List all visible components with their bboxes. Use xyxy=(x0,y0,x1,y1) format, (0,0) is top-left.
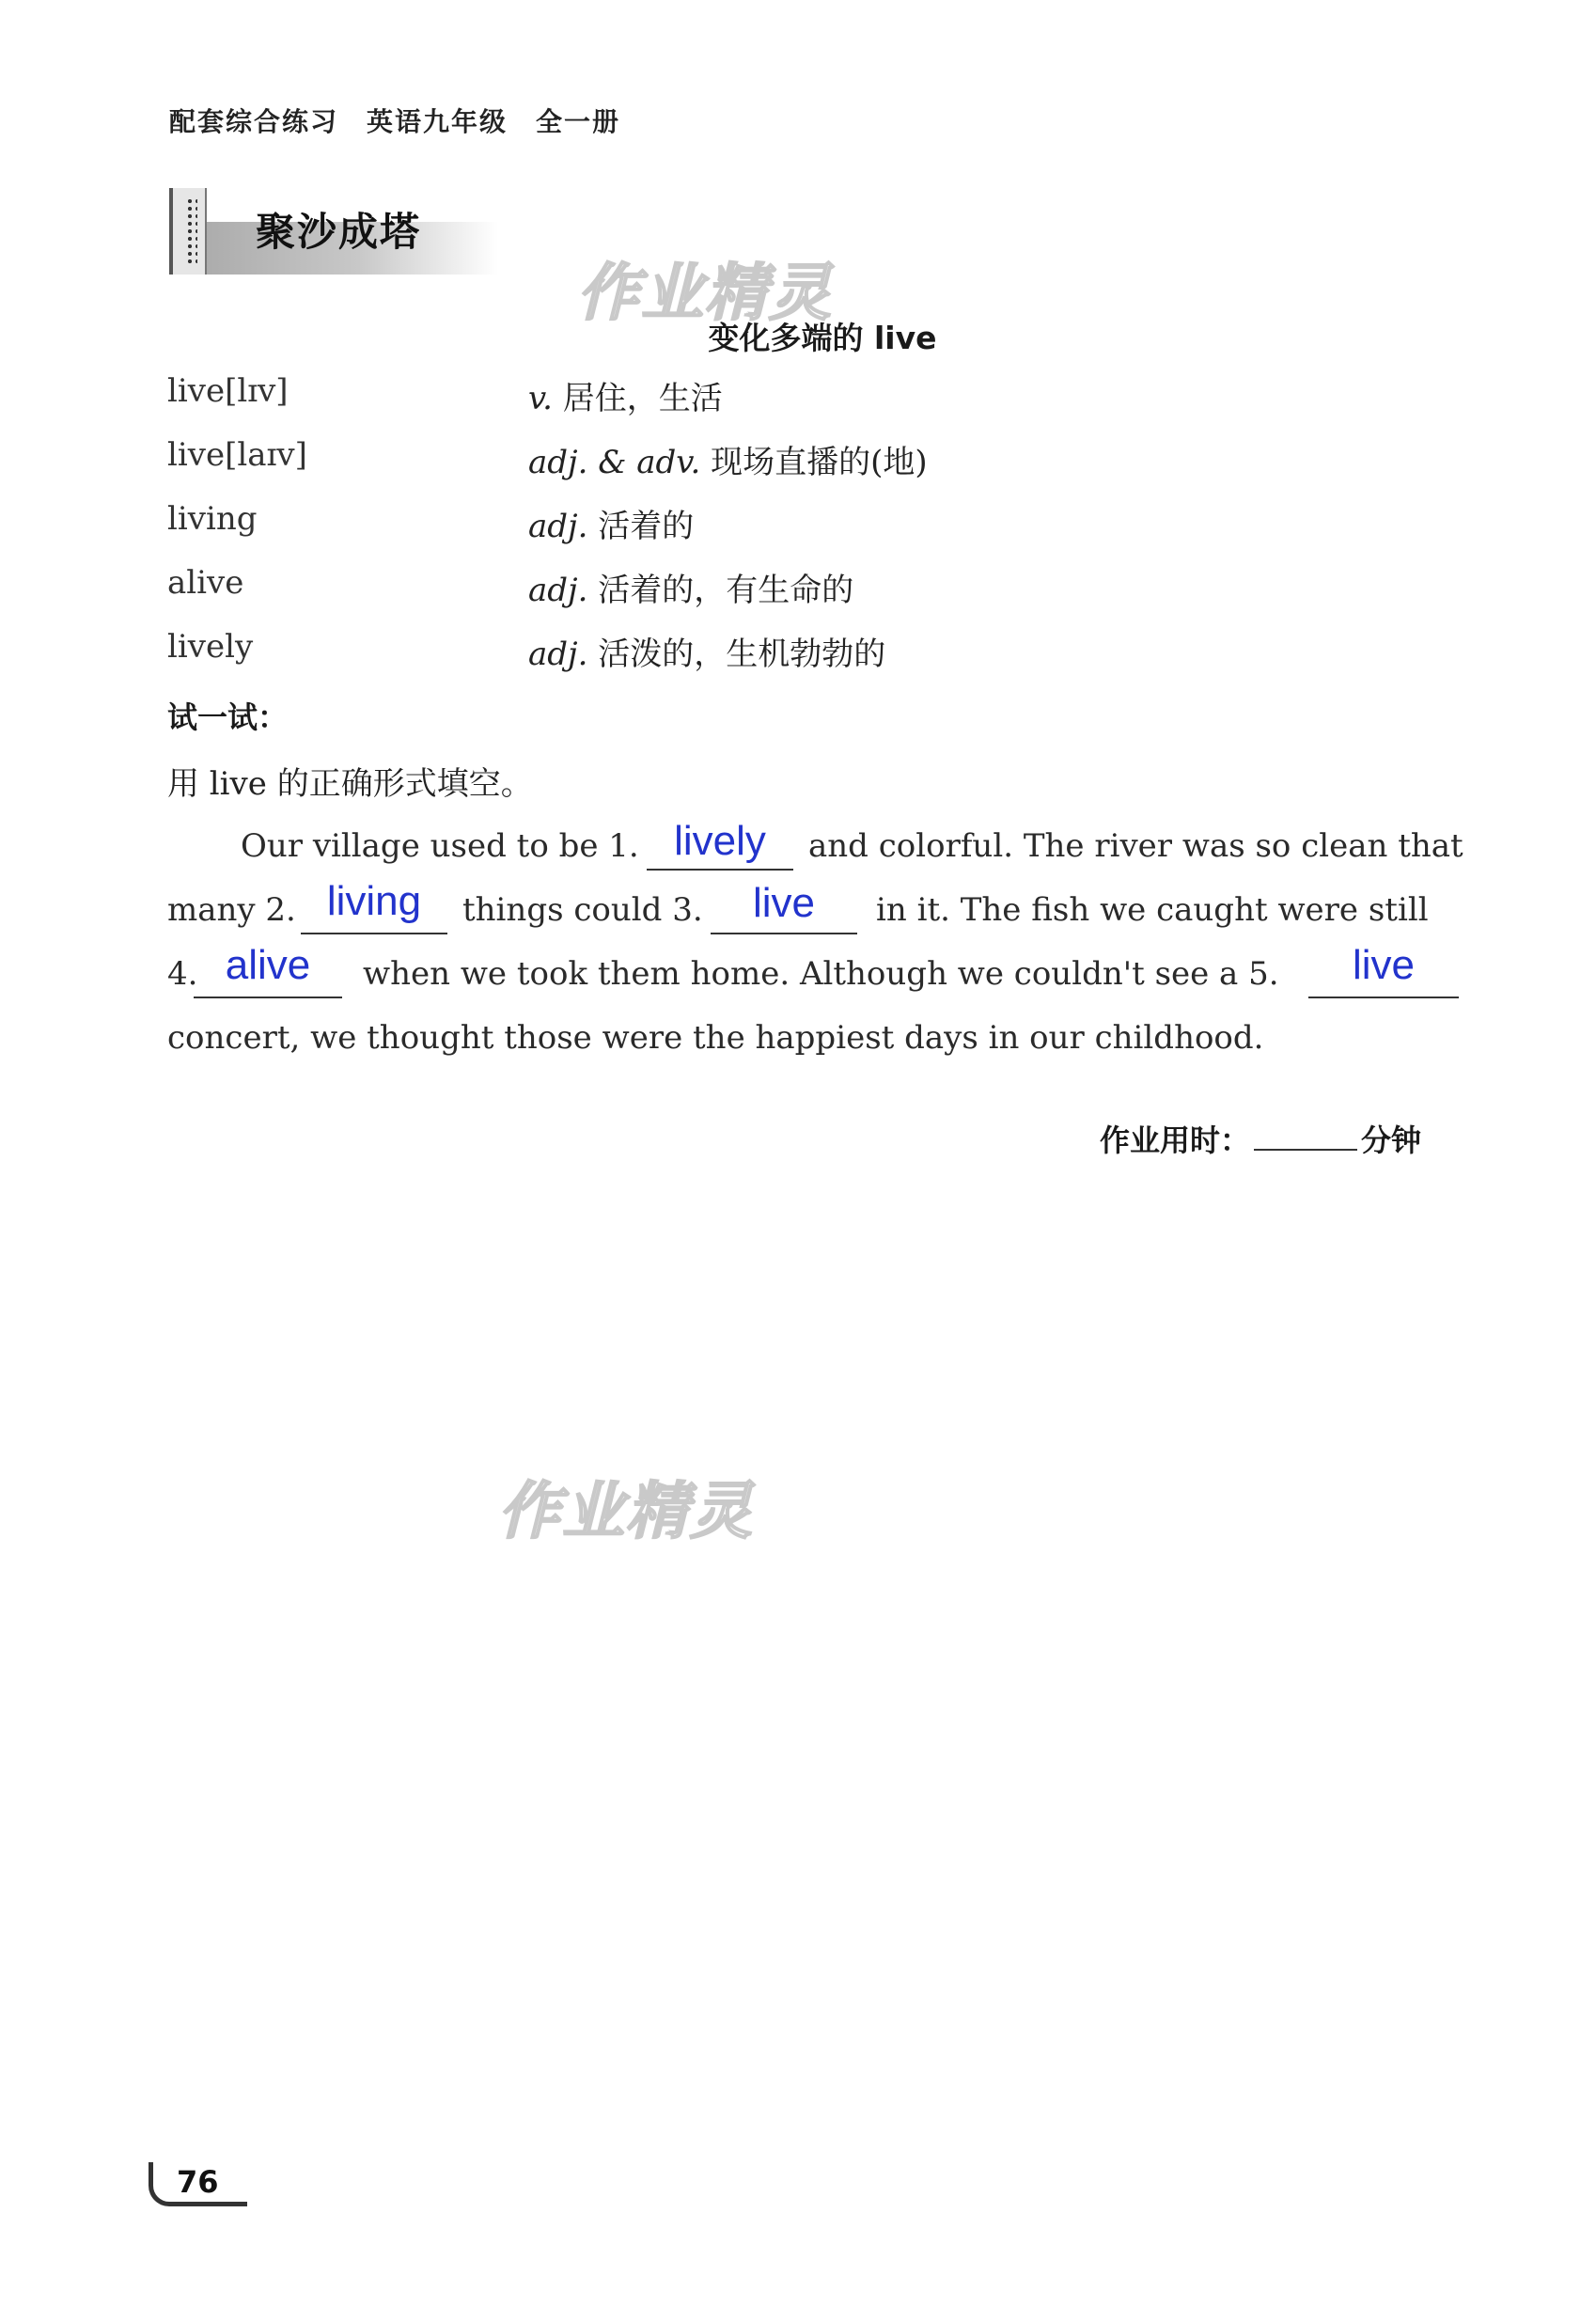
vocab-word: live[laɪv] xyxy=(167,436,307,474)
passage-text: concert, we thought those were the happiest days in our childhood. xyxy=(167,1019,1264,1057)
banner-decoration xyxy=(169,188,207,275)
timer-blank[interactable] xyxy=(1254,1148,1357,1151)
exercise-title: 试一试： xyxy=(167,699,289,735)
vocab-definition xyxy=(528,372,723,418)
watermark-top: 作业精灵 xyxy=(577,257,833,329)
answer-4: alive xyxy=(225,942,311,988)
vocab-word: living xyxy=(167,500,258,538)
answer-1: lively xyxy=(674,818,766,864)
page-header xyxy=(169,102,649,139)
passage-text: and colorful. The river was so clean that xyxy=(808,827,1463,865)
answer-blank-1[interactable] xyxy=(647,869,793,871)
vocab-word: alive xyxy=(167,564,244,602)
part-of-speech: adj. xyxy=(528,636,588,673)
banner-title: 聚沙成塔 xyxy=(256,209,422,255)
subject-name: 英语九年级 xyxy=(367,106,509,137)
watermark-middle: 作业精灵 xyxy=(498,1475,754,1547)
answer-5: live xyxy=(1352,942,1416,988)
answer-blank-3[interactable] xyxy=(711,933,857,934)
vocab-definition xyxy=(528,628,885,674)
section-title: 变化多端的 live xyxy=(708,320,937,356)
passage-text: Our village used to be 1. xyxy=(241,827,639,865)
vocab-meaning: 活泼的，生机勃勃的 xyxy=(598,636,886,673)
part-of-speech: v. xyxy=(528,380,553,417)
section-banner xyxy=(169,188,479,275)
answer-3: live xyxy=(752,880,816,926)
passage-line-2 xyxy=(167,878,1460,948)
vocab-definition xyxy=(528,500,694,546)
vocab-meaning: 活着的 xyxy=(598,508,695,545)
page-number: 76 xyxy=(177,2164,219,2200)
homework-timer xyxy=(1100,1117,1421,1160)
part-of-speech: adj. xyxy=(528,572,588,609)
vocab-row xyxy=(167,628,1483,684)
vocab-row xyxy=(167,564,1483,620)
passage-text: 4. xyxy=(167,955,198,993)
vocab-word: live[lɪv] xyxy=(167,372,289,410)
part-of-speech: adj. xyxy=(528,508,588,545)
answer-blank-5[interactable] xyxy=(1308,997,1459,998)
passage-text: things could 3. xyxy=(462,891,703,929)
passage-text: when we took them home. Although we couldn't see a 5. xyxy=(363,955,1279,993)
answer-2: living xyxy=(326,878,422,924)
vocab-definition xyxy=(528,436,928,482)
banner-dots xyxy=(186,197,197,267)
timer-unit: 分钟 xyxy=(1361,1122,1422,1158)
part-of-speech: adj. & adv. xyxy=(528,444,701,481)
series-name: 配套综合练习 xyxy=(169,106,339,137)
vocab-word: lively xyxy=(167,628,254,666)
answer-blank-4[interactable] xyxy=(194,997,342,998)
page-number-badge xyxy=(149,2162,252,2204)
vocab-meaning: 现场直播的(地) xyxy=(711,444,928,481)
vocab-row xyxy=(167,500,1483,557)
passage-text: many 2. xyxy=(167,891,296,929)
vocab-meaning: 居住，生活 xyxy=(562,380,723,417)
passage-line-4 xyxy=(167,1019,1460,1075)
passage-line-1 xyxy=(167,818,1463,884)
vocab-row xyxy=(167,436,1483,493)
vocab-definition xyxy=(528,564,853,610)
timer-label: 作业用时： xyxy=(1100,1122,1251,1158)
vocab-meaning: 活着的，有生命的 xyxy=(598,572,854,609)
passage-text: in it. The fish we caught were still xyxy=(876,891,1429,929)
exercise-instruction: 用 live 的正确形式填空。 xyxy=(167,765,533,803)
volume-name: 全一册 xyxy=(536,106,621,137)
answer-blank-2[interactable] xyxy=(301,933,447,934)
passage-line-3 xyxy=(167,942,1460,1012)
vocab-row xyxy=(167,372,1483,429)
